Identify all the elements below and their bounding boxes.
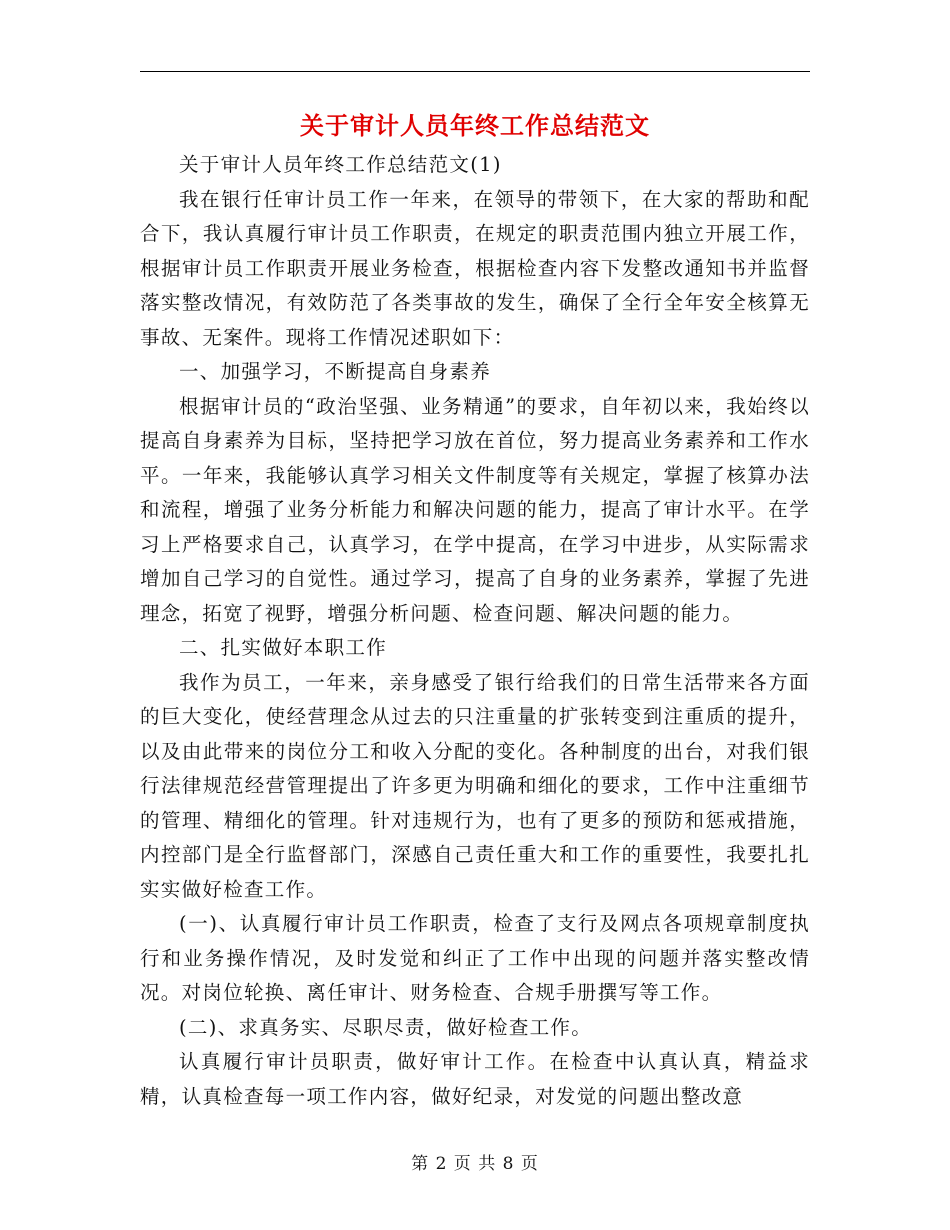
paragraph-duties: 我作为员工，一年来，亲身感受了银行给我们的日常生活带来各方面的巨大变化，使经营理念从过去的只注重量的扩张转变到注重质的提升，以及由此带来的岗位分工和收入分配的变化。各种制度的出台，对我们银行法律规范经营管理提出了许多更为明确和细化的要求，工作中注重细节的管理、精细化的管理。针对违规行为，也有了更多的预防和惩戒措施，内控部门是全行监督部门，深感自己责任重大和工作的重要性，我要扎扎实实做好检查工作。	[140, 670, 810, 901]
paragraph-item-two: (二)、求真务实、尽职尽责，做好检查工作。	[179, 1015, 593, 1039]
paragraph-subtitle: 关于审计人员年终工作总结范文(1)	[179, 153, 502, 176]
document-body	[140, 148, 810, 1114]
paragraph-audit: 认真履行审计员职责，做好审计工作。在检查中认真认真，精益求精，认真检查每一项工作内容，做好纪录，对发觉的问题出整改意	[140, 1050, 810, 1108]
document-title: 关于审计人员年终工作总结范文	[300, 111, 650, 140]
paragraph-study: 根据审计员的“政治坚强、业务精通”的要求，自年初以来，我始终以提高自身素养为目标，坚持把学习放在首位，努力提高业务素养和工作水平。一年来，我能够认真学习相关文件制度等有关规定，掌握了核算办法和流程，增强了业务分析能力和解决问题的能力，提高了审计水平。在学习上严格要求自己，认真学习，在学中提高，在学习中进步，从实际需求增加自己学习的自觉性。通过学习，提高了自身的业务素养，掌握了先进理念，拓宽了视野，增强分析问题、检查问题、解决问题的能力。	[140, 394, 810, 625]
paragraph-item-one: (一)、认真履行审计员工作职责，检查了支行及网点各项规章制度执行和业务操作情况，及时发觉和纠正了工作中出现的问题并落实整改情况。对岗位轮换、离任审计、财务检查、合规手册撰写等工作。	[140, 912, 810, 1004]
section-heading-duties: 二、扎实做好本职工作	[179, 636, 388, 659]
header-rule	[140, 71, 810, 72]
section-heading-study: 一、加强学习，不断提高自身素养	[179, 360, 492, 383]
page-number-footer: 第 2 页 共 8 页	[411, 1154, 539, 1174]
paragraph-intro: 我在银行任审计员工作一年来，在领导的带领下，在大家的帮助和配合下，我认真履行审计员工作职责，在规定的职责范围内独立开展工作，根据审计员工作职责开展业务检查，根据检查内容下发整改通知书并监督落实整改情况，有效防范了各类事故的发生，确保了全行全年安全核算无事故、无案件。现将工作情况述职如下：	[140, 187, 810, 349]
